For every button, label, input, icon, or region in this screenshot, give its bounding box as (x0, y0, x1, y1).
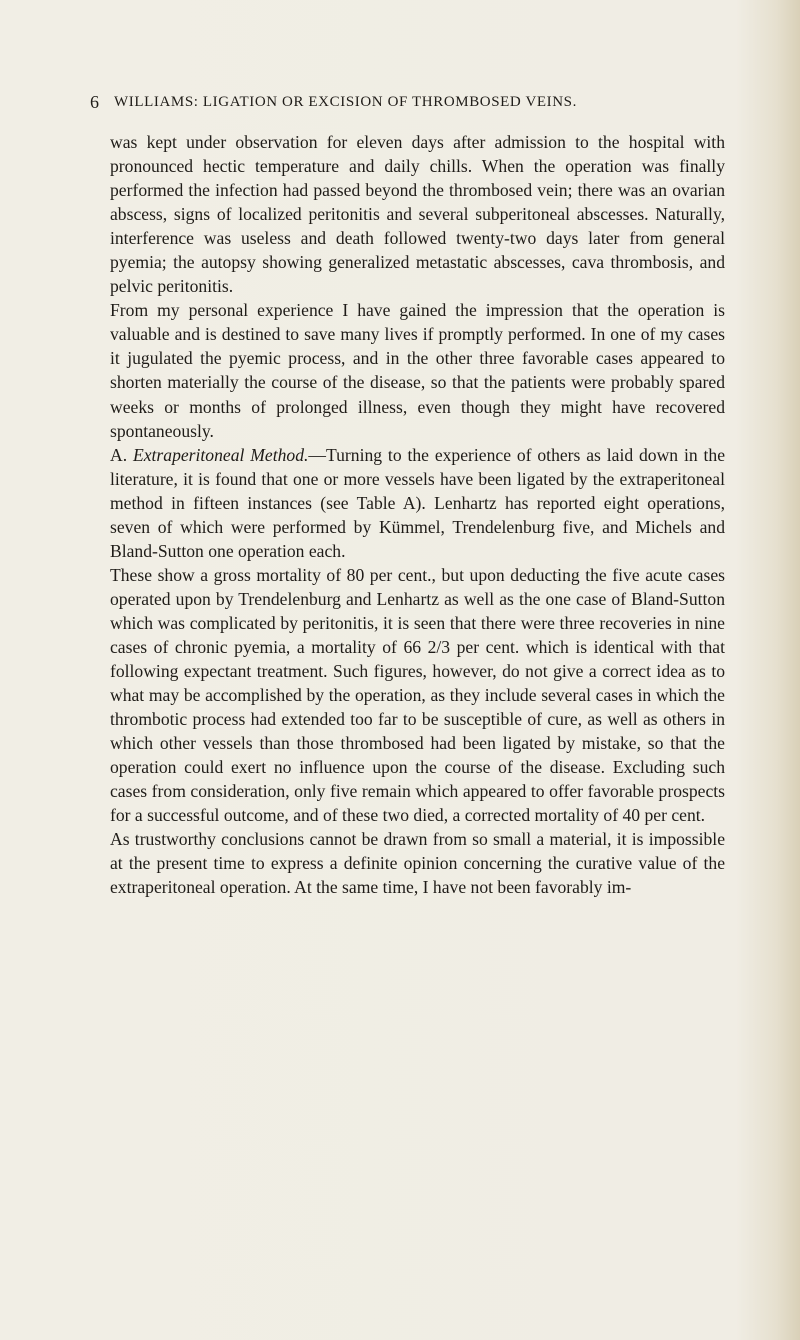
body-text (110, 130, 725, 900)
section-title: Extraperitoneal Method. (132, 444, 309, 465)
paragraph: As trustworthy conclusions cannot be drawn from so small a material, it is impossible at the present time to express a definite opinion concerning the curative value of the extraperitoneal operation. At the same time, I have not been favorably im- (110, 829, 725, 898)
paragraph: From my personal experience I have gained the impression that the operation is valuable and is destined to save many lives if promptly performed. In one of my cases it jugulated the pyemic process, and in the other three favorable cases appeared to shorten materially the course of the disease, so that the patients were probably spared weeks or months of prolonged illness, even though they might have recovered spontaneously. (110, 300, 725, 441)
running-title: WILLIAMS: LIGATION OR EXCISION OF THROMBOSED VEINS. (114, 94, 577, 110)
paragraph: These show a gross mortality of 80 per cent., but upon deducting the five acute cases operated upon by Trendelenburg and Lenhartz as well as the one case of Bland-Sutton which was complicated by peritonitis, it is seen that there were three recoveries in nine cases of chronic pyemia, a mortality of 66 2/3 per cent. which is identical with that following expectant treatment. Such figures, however, do not give a correct idea as to what may be accomplished by the operation, as they include several cases in which the thrombotic process had extended too far to be susceptible of cure, as well as others in which other vessels than those thrombosed had been ligated by mistake, so that the operation could exert no influence upon the course of the disease. Excluding such cases from consideration, only five remain which appeared to offer favorable prospects for a successful outcome, and of these two died, a corrected mortality of 40 per cent. (110, 564, 725, 826)
page-number: 6 (90, 92, 100, 112)
paragraph-extraperitoneal-method (110, 443, 725, 563)
section-letter: A. (110, 444, 128, 465)
paragraph: was kept under observation for eleven days after admission to the hospital with pronounced hectic temperature and daily chills. When the operation was finally performed the infection had passed beyond the thrombosed vein; there was an ovarian abscess, signs of localized peritonitis and several subperitoneal abscesses. Naturally, interference was useless and death followed twenty-two days later from general pyemia; the autopsy showing generalized metastatic abscesses, cava thrombosis, and pelvic peritonitis. (110, 132, 725, 297)
paragraph-text: —Turning to the experience of others as laid down in the literature, it is found that one or more vessels have been ligated by the extraperitoneal method in fifteen instances (see Table A). Lenhartz has reported eight operations, seven of which were performed by Kümmel, Trendelenburg five, and Michels and Bland-Sutton one operation each. (110, 444, 726, 561)
running-header (90, 92, 730, 114)
